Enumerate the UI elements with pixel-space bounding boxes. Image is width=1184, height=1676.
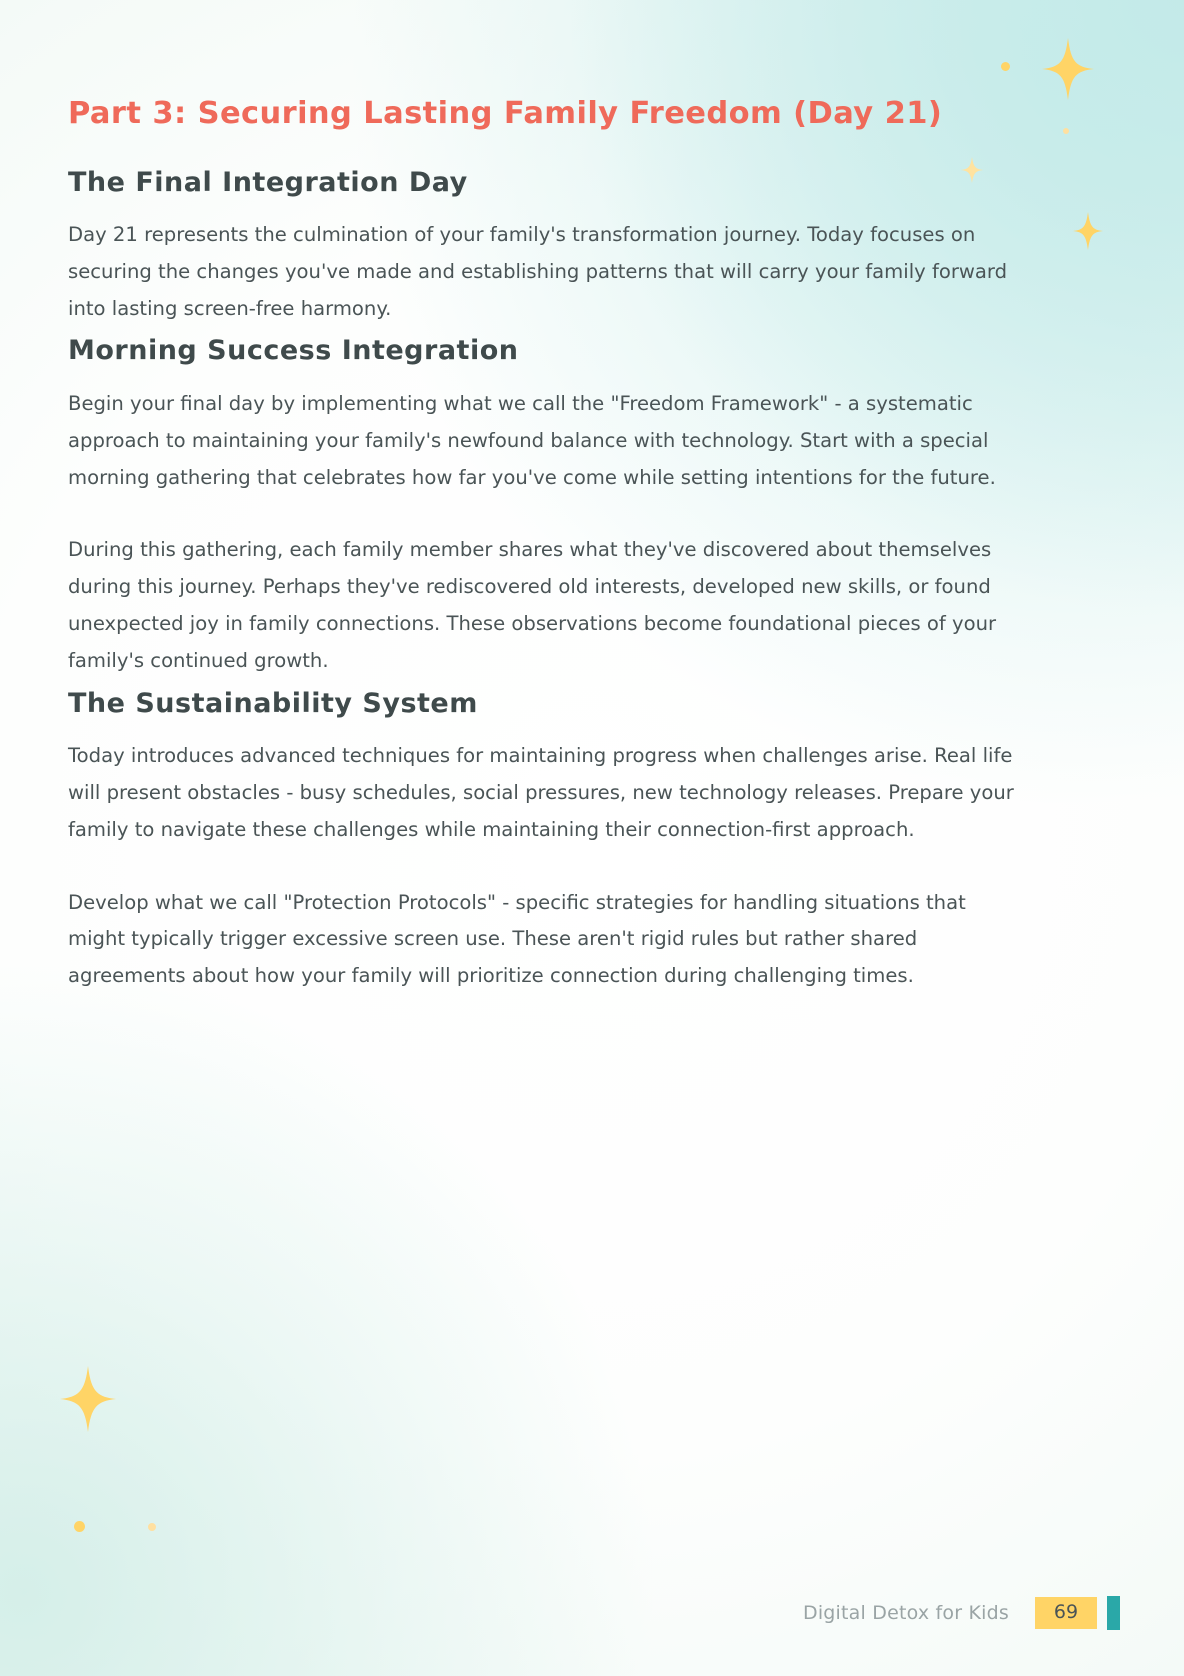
section-heading: The Final Integration Day [68,166,468,198]
sparkle-icon [1073,212,1103,250]
section-final-integration-day [68,167,1028,328]
book-title: Digital Detox for Kids [802,1602,1009,1624]
footer-accent-bar [1107,1596,1120,1630]
section-paragraph: Day 21 represents the culmination of your family's transformation journey. Today focuses on securing the changes you've made and establishing patterns that will carry your family forward into lasting screen-free harmony. [68,222,1008,320]
section-paragraph: Today introduces advanced techniques for maintaining progress when challenges arise. Real life will present obstacles - busy schedules, social pressures, new technology releases. Prepare your family to navigate these challenges while maintaining their connection-first approach. [68,744,1014,841]
page-content [68,96,1028,1003]
decorative-dot [1063,128,1069,134]
sparkle-icon [1042,38,1094,100]
page-title: Part 3: Securing Lasting Family Freedom (Day 21) [68,96,943,131]
section-heading: Morning Success Integration [68,335,519,367]
section-paragraph: During this gathering, each family member shares what they've discovered about themselves during this journey. Perhaps they've rediscovered old interests, developed new skills, or found unexpected joy in family connections. These observations become foundational pieces of your family's continued growth. [68,538,997,672]
section-morning-success-integration [68,335,1028,679]
sparkle-icon [60,1366,116,1432]
decorative-dot [74,1521,85,1532]
page-number: 69 [1035,1597,1097,1629]
decorative-dot [1001,62,1010,71]
decorative-dot [148,1523,156,1531]
page-footer [803,1596,1120,1630]
section-paragraph: Begin your final day by implementing what we call the "Freedom Framework" - a systematic approach to maintaining your family's newfound balance with technology. Start with a special morning gathering that celebrates how far you've come while setting intentions for the future. [68,391,996,489]
section-heading: The Sustainability System [68,687,478,719]
section-paragraph: Develop what we call "Protection Protocols" - specific strategies for handling situations that might typically trigger excessive screen use. These aren't rigid rules but rather shared agreements about how your family will prioritize connection during challenging times. [68,890,966,988]
section-the-sustainability-system [68,688,1028,995]
